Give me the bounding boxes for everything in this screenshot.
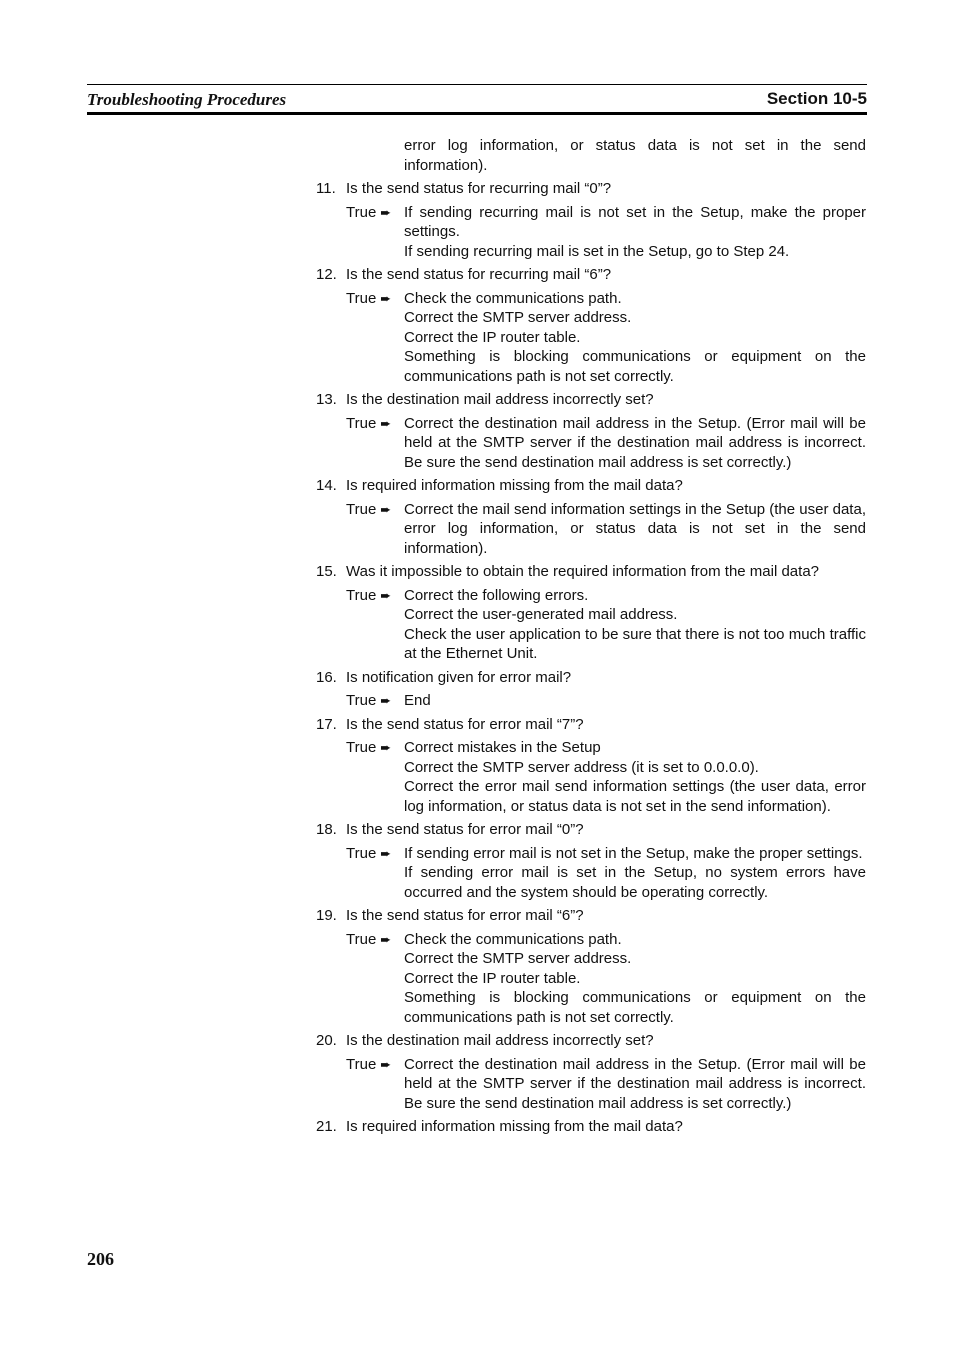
step-question bbox=[316, 1117, 866, 1137]
true-label bbox=[346, 500, 404, 559]
step-number: 17. bbox=[316, 715, 337, 733]
question-text: Is the send status for error mail “6”? bbox=[346, 907, 584, 924]
step-number: 12. bbox=[316, 266, 337, 283]
answer-text bbox=[404, 930, 866, 1028]
step-answer bbox=[346, 930, 866, 1028]
answer-line: Correct the SMTP server address. bbox=[404, 950, 632, 967]
step-number: 20. bbox=[316, 1032, 337, 1049]
question-text: Is the send status for recurring mail “0”? bbox=[346, 180, 612, 197]
step-question bbox=[316, 715, 866, 735]
true-text: True bbox=[346, 414, 377, 432]
step-question bbox=[316, 476, 866, 496]
step-question bbox=[316, 906, 866, 926]
step-answer bbox=[346, 738, 866, 816]
step-answer bbox=[346, 289, 866, 387]
answer-line: If sending recurring mail is not set in the Setup, make the proper settings. bbox=[404, 203, 866, 240]
step-answer bbox=[346, 844, 866, 903]
right-arrow-icon: ➨ bbox=[380, 740, 392, 755]
true-text: True bbox=[346, 1055, 377, 1073]
answer-line: Correct mistakes in the Setup bbox=[404, 739, 601, 756]
step-number: 21. bbox=[316, 1118, 337, 1135]
answer-line: Correct the SMTP server address. bbox=[404, 309, 632, 326]
true-label bbox=[346, 930, 404, 1028]
right-arrow-icon: ➨ bbox=[380, 415, 392, 431]
answer-line: Check the communications path. bbox=[404, 930, 622, 948]
answer-text bbox=[404, 691, 866, 711]
answer-line: Correct the error mail send information settings (the user data, error log information, or status data is not set in the send information). bbox=[404, 778, 866, 815]
answer-line: Correct the destination mail address in the Setup. (Error mail will be held at the SMTP server if the destination mail address is incorrect. Be sure the send destination mail address is set correctly.) bbox=[404, 1055, 866, 1112]
answer-line: If sending error mail is set in the Setup, no system errors have occurred and the system should be operating correctly. bbox=[404, 864, 866, 901]
question-text: Is notification given for error mail? bbox=[346, 668, 572, 686]
step-answer bbox=[346, 414, 866, 473]
step-question bbox=[316, 179, 866, 199]
answer-text bbox=[404, 203, 866, 262]
step-answer bbox=[346, 203, 866, 262]
step-answer bbox=[346, 500, 866, 559]
true-text: True bbox=[346, 203, 377, 221]
answer-text bbox=[404, 500, 866, 559]
answer-line: Correct the destination mail address in the Setup. (Error mail will be held at the SMTP server if the destination mail address is incorrect. Be sure the send destination mail address is set correctly.) bbox=[404, 414, 866, 471]
right-arrow-icon: ➨ bbox=[380, 1056, 392, 1072]
question-text: Is the destination mail address incorrectly set? bbox=[346, 1032, 654, 1049]
answer-text bbox=[404, 586, 866, 664]
answer-line: Correct the SMTP server address (it is set to 0.0.0.0). bbox=[404, 758, 759, 776]
true-text: True bbox=[346, 844, 377, 862]
true-label bbox=[346, 691, 404, 711]
step-question bbox=[316, 390, 866, 410]
running-header-title: Troubleshooting Procedures bbox=[87, 90, 287, 109]
true-label bbox=[346, 289, 404, 387]
answer-line: Correct the IP router table. bbox=[404, 328, 581, 346]
header-bottom-rule bbox=[87, 112, 867, 115]
question-text: Was it impossible to obtain the required information from the mail data? bbox=[346, 563, 820, 580]
question-text: Is required information missing from the mail data? bbox=[346, 477, 683, 494]
step-question bbox=[316, 265, 866, 285]
step-question bbox=[316, 668, 866, 688]
question-text: Is the destination mail address incorrectly set? bbox=[346, 391, 654, 408]
step-number: 16. bbox=[316, 668, 337, 686]
answer-line: Correct the user-generated mail address. bbox=[404, 606, 678, 623]
answer-line: Correct the mail send information settings in the Setup (the user data, error log information, or status data is not set in the send information). bbox=[404, 500, 866, 557]
right-arrow-icon: ➨ bbox=[380, 290, 392, 306]
true-text: True bbox=[346, 930, 377, 948]
answer-line: Check the user application to be sure that there is not too much traffic at the Ethernet Unit. bbox=[404, 625, 866, 662]
true-label bbox=[346, 1055, 404, 1114]
answer-line: Correct the following errors. bbox=[404, 586, 589, 604]
step-question bbox=[316, 1031, 866, 1051]
answer-text bbox=[404, 1055, 866, 1114]
question-text: Is the send status for recurring mail “6”? bbox=[346, 266, 612, 283]
answer-text bbox=[404, 844, 866, 903]
answer-line: If sending recurring mail is set in the Setup, go to Step 24. bbox=[404, 242, 790, 260]
true-label bbox=[346, 844, 404, 903]
answer-line: Check the communications path. bbox=[404, 289, 622, 307]
question-text: Is the send status for error mail “0”? bbox=[346, 821, 584, 838]
right-arrow-icon: ➨ bbox=[380, 587, 392, 603]
step-answer bbox=[346, 691, 866, 711]
true-text: True bbox=[346, 739, 377, 756]
true-text: True bbox=[346, 586, 377, 604]
step-answer bbox=[346, 586, 866, 664]
question-text: Is the send status for error mail “7”? bbox=[346, 715, 584, 733]
answer-line: Something is blocking communications or equipment on the communications path is not set correctly. bbox=[404, 348, 866, 385]
right-arrow-icon: ➨ bbox=[380, 931, 392, 947]
step-question bbox=[316, 820, 866, 840]
procedure-list bbox=[316, 136, 866, 1141]
true-label bbox=[346, 586, 404, 664]
header-top-rule bbox=[87, 84, 867, 85]
step-number: 13. bbox=[316, 391, 337, 408]
answer-line: If sending error mail is not set in the Setup, make the proper settings. bbox=[404, 844, 863, 862]
right-arrow-icon: ➨ bbox=[380, 204, 392, 220]
right-arrow-icon: ➨ bbox=[380, 845, 392, 861]
step-number: 18. bbox=[316, 821, 337, 838]
step-number: 19. bbox=[316, 907, 337, 924]
step-answer bbox=[346, 1055, 866, 1114]
answer-line: End bbox=[404, 692, 431, 709]
question-text: Is required information missing from the mail data? bbox=[346, 1118, 683, 1135]
answer-text bbox=[404, 414, 866, 473]
true-text: True bbox=[346, 692, 377, 709]
steps-container bbox=[316, 179, 866, 1137]
step-question bbox=[316, 562, 866, 582]
right-arrow-icon: ➨ bbox=[380, 501, 392, 517]
true-text: True bbox=[346, 500, 377, 518]
step-number: 11. bbox=[316, 180, 336, 197]
page-number: 206 bbox=[87, 1249, 114, 1269]
step-number: 15. bbox=[316, 563, 337, 580]
true-label bbox=[346, 203, 404, 262]
section-number: Section 10-5 bbox=[766, 89, 867, 108]
answer-text bbox=[404, 289, 866, 387]
step-number: 14. bbox=[316, 477, 337, 494]
true-text: True bbox=[346, 289, 377, 307]
continuation-text: error log information, or status data is not set in the send information). bbox=[404, 137, 866, 174]
right-arrow-icon: ➨ bbox=[380, 693, 392, 708]
answer-line: Something is blocking communications or equipment on the communications path is not set correctly. bbox=[404, 989, 866, 1026]
answer-text bbox=[404, 738, 866, 816]
answer-line: Correct the IP router table. bbox=[404, 969, 581, 987]
true-label bbox=[346, 414, 404, 473]
true-label bbox=[346, 738, 404, 816]
